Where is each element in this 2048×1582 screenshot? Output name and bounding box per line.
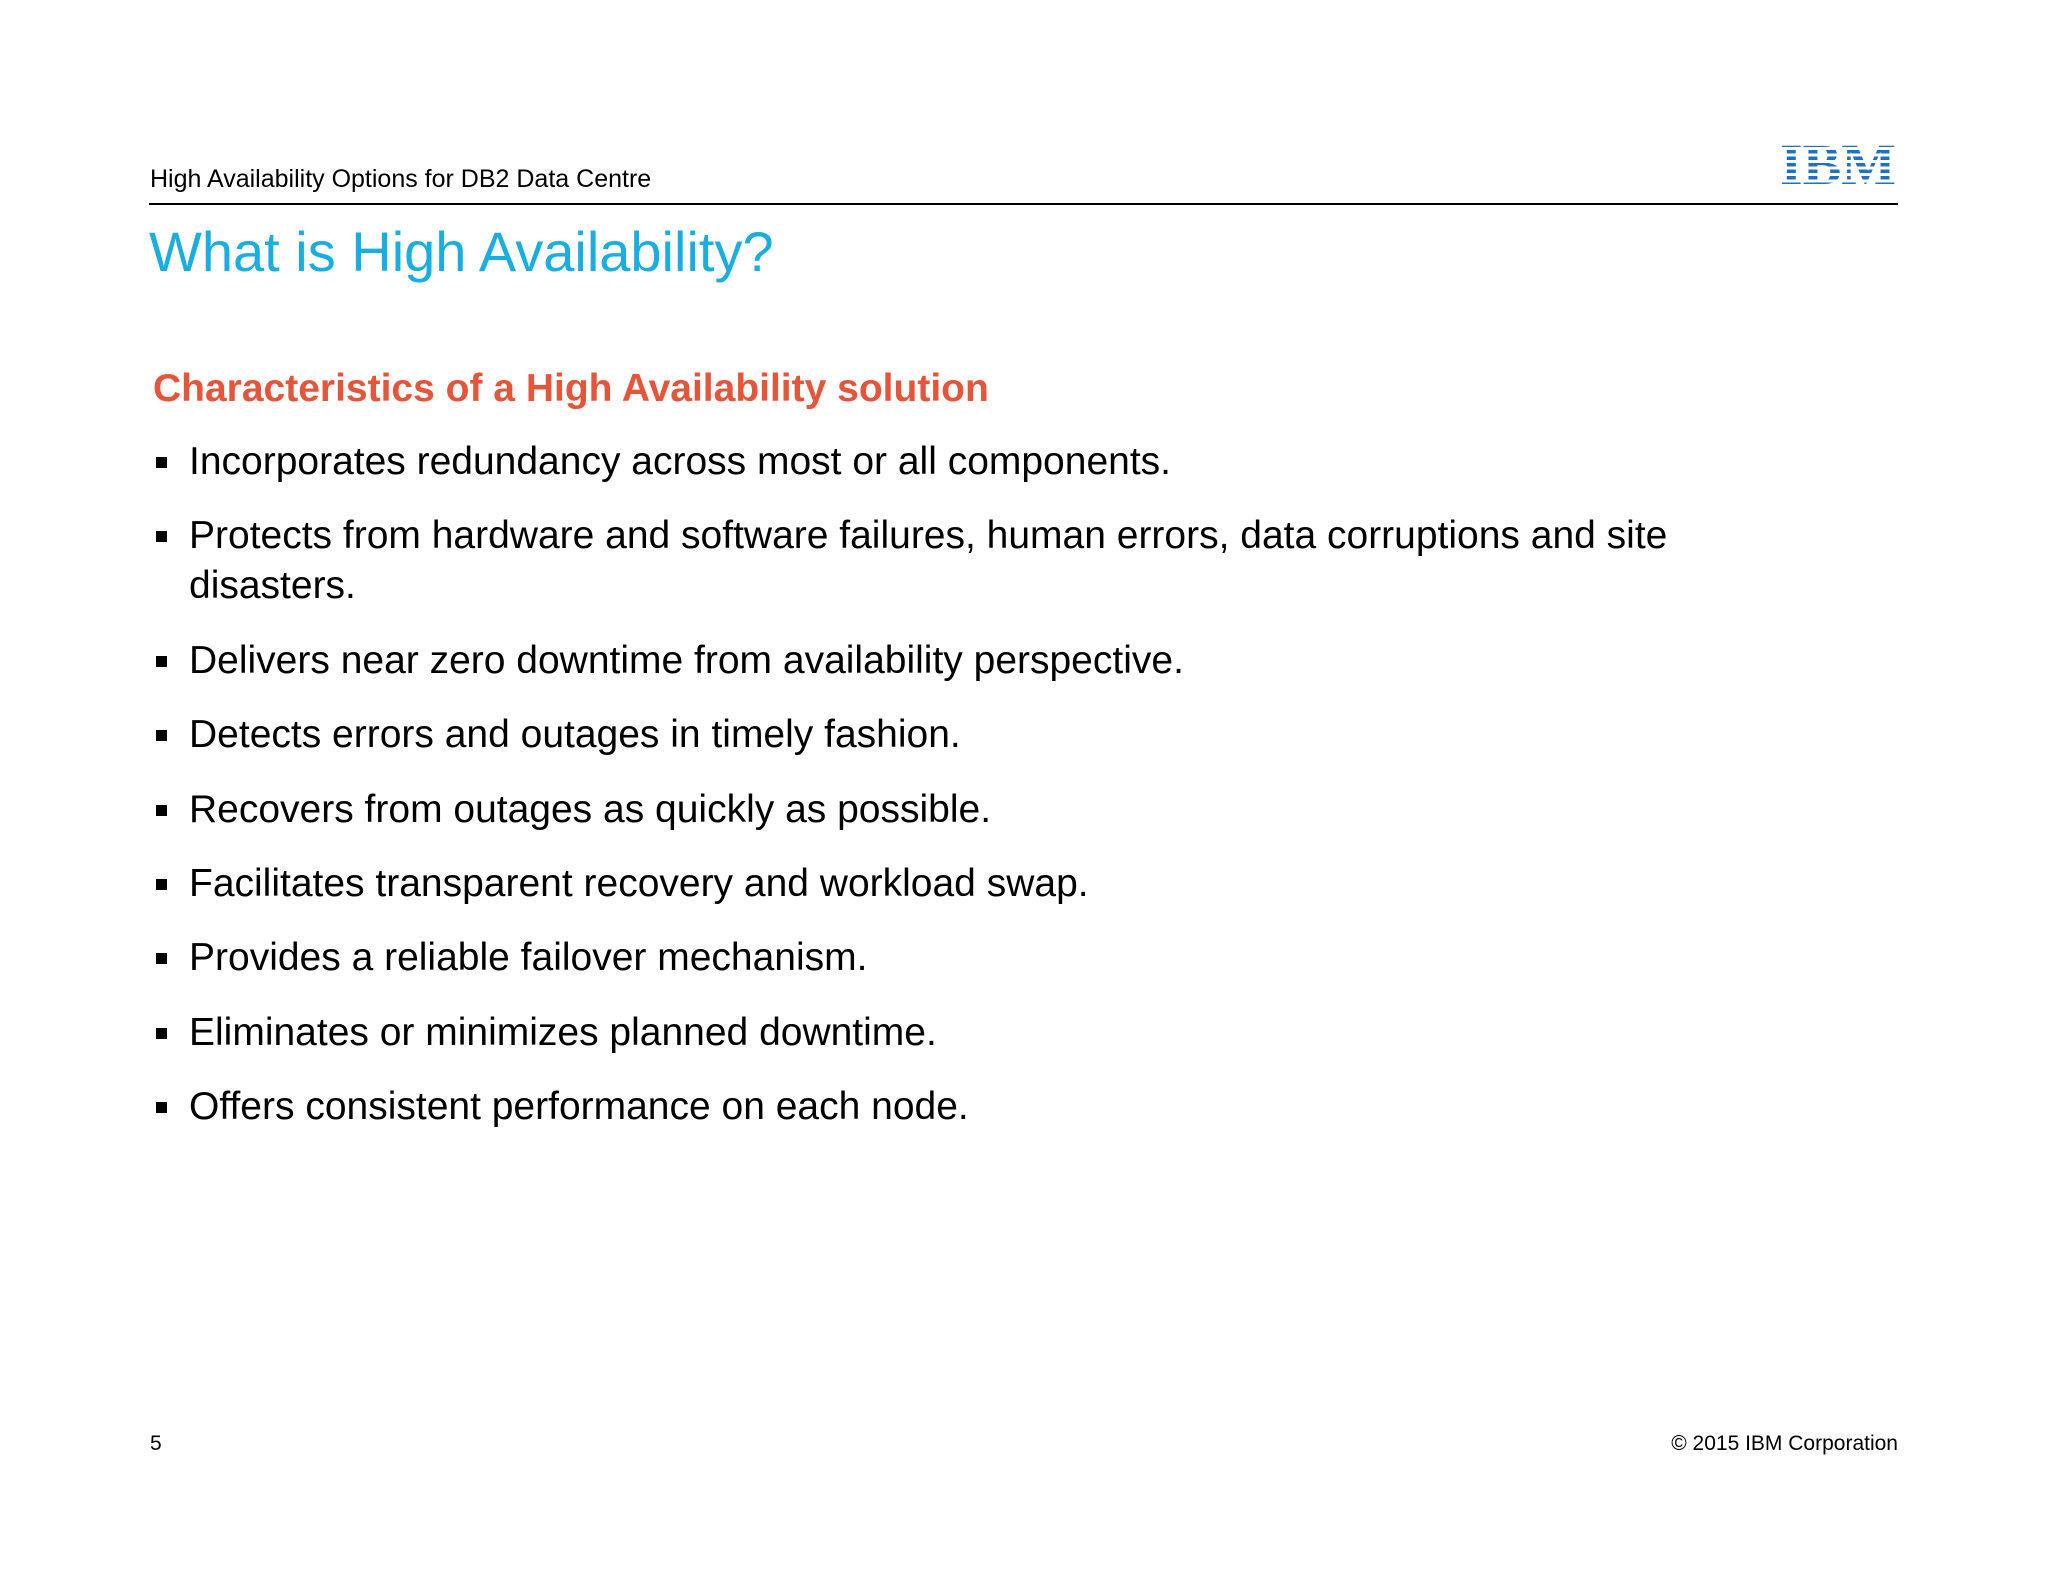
bullet-list [153,437,1853,1157]
bullet-square-icon [156,656,167,667]
list-item [153,1082,1853,1132]
list-item [153,859,1853,909]
bullet-text: Facilitates transparent recovery and workload swap. [189,861,1089,905]
section-heading: Characteristics of a High Availability solution [153,367,989,410]
bullet-text: Eliminates or minimizes planned downtime. [189,1010,937,1054]
bullet-text: Offers consistent performance on each node. [189,1085,969,1129]
bullet-square-icon [156,457,167,468]
slide-title: What is High Availability? [149,220,774,283]
header-rule [149,203,1898,205]
bullet-text: Recovers from outages as quickly as possible. [189,787,992,831]
bullet-square-icon [156,805,167,816]
bullet-text: Incorporates redundancy across most or all components. [189,440,1171,483]
bullet-square-icon [156,1102,167,1113]
bullet-text: Detects errors and outages in timely fashion. [189,713,961,757]
page-number: 5 [150,1432,162,1455]
bullet-square-icon [156,1028,167,1039]
bullet-square-icon [156,730,167,741]
bullet-square-icon [156,879,167,890]
list-item [153,511,1853,611]
bullet-text: Provides a reliable failover mechanism. [189,936,868,980]
copyright-notice: © 2015 IBM Corporation [1671,1432,1898,1455]
bullet-square-icon [156,531,167,542]
list-item [153,636,1853,686]
bullet-text: Protects from hardware and software failures, human errors, data corruptions and site disasters. [189,514,1668,608]
ibm-logo [1778,137,1898,189]
list-item [153,437,1853,487]
bullet-square-icon [156,953,167,964]
list-item [153,785,1853,835]
slide-header-text: High Availability Options for DB2 Data Centre [150,165,652,193]
list-item [153,1008,1853,1058]
bullet-text: Delivers near zero downtime from availability perspective. [189,638,1184,682]
list-item [153,710,1853,760]
list-item [153,933,1853,983]
